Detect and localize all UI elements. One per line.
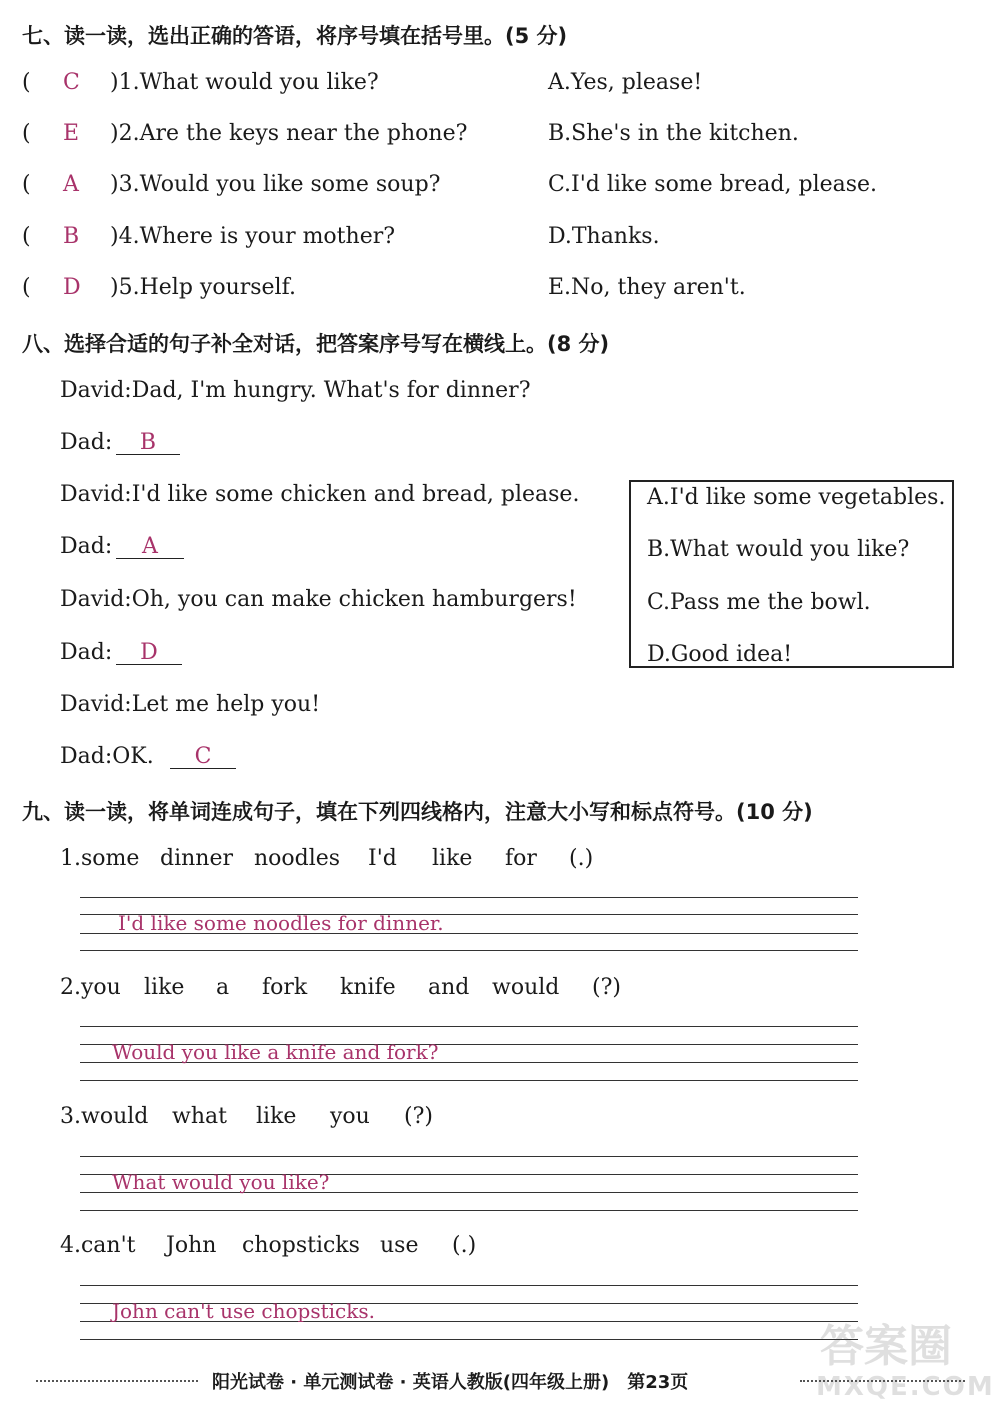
word: 1.some [60,846,140,871]
question-text: )5.Help yourself. [110,275,296,300]
word: for [505,846,537,871]
watermark-url: MXQE.COM [816,1372,995,1402]
word: I'd [368,846,397,871]
speaker-label: Dad: [60,640,113,665]
dialogue-line [60,430,112,455]
option-text: D.Thanks. [548,224,660,249]
word: fork [262,975,308,1000]
section7-title: 七、读一读，选出正确的答语，将序号填在括号里。(5 分) [22,24,568,48]
speaker-label: David: [60,587,132,612]
word: you [330,1104,370,1129]
answer-blank: B [116,430,180,455]
grid-line [80,950,858,951]
word: what [172,1104,227,1129]
word: John [166,1233,217,1258]
answer-blank: A [116,534,184,559]
word: noodles [254,846,341,871]
word: chopsticks [242,1233,360,1258]
word: use [380,1233,419,1258]
word: like [144,975,185,1000]
dialogue-text: I'd like some chicken and bread, please. [131,482,580,507]
answer-blank: D [116,640,182,665]
handwritten-answer: I'd like some noodles for dinner. [118,911,444,935]
answer-mark: B [63,224,80,249]
page-footer [0,1362,1000,1402]
word: 3.would [60,1104,149,1129]
answer-mark: E [63,121,80,146]
open-paren: ( [22,121,31,146]
options-box [629,480,954,668]
word: (.) [452,1233,477,1258]
option-item: A.I'd like some vegetables. [647,485,946,510]
option-text: C.I'd like some bread, please. [548,172,878,197]
word: (?) [404,1104,433,1129]
answer-mark: D [63,275,81,300]
option-text: B.She's in the kitchen. [548,121,799,146]
answer-blank: C [170,744,236,769]
handwritten-answer: John can't use chopsticks. [112,1299,375,1323]
speaker-label: Dad: [60,534,113,559]
grid-line [80,1210,858,1211]
open-paren: ( [22,275,31,300]
speaker-label: Dad: [60,430,113,455]
dialogue-line [60,744,154,769]
option-text: A.Yes, please! [548,70,703,95]
word: 2.you [60,975,121,1000]
speaker-label: David: [60,482,132,507]
open-paren: ( [22,172,31,197]
speaker-label: David: [60,692,132,717]
grid-line [80,897,858,898]
dialogue-line [60,534,112,559]
answer-mark: C [63,70,80,95]
word: and [428,975,470,1000]
watermark-text: 答案圈 [820,1321,952,1372]
word: (.) [569,846,594,871]
word: like [256,1104,297,1129]
word: like [432,846,473,871]
section9-title: 九、读一读，将单词连成句子，填在下列四线格内，注意大小写和标点符号。(10 分) [22,800,813,824]
option-item: D.Good idea! [647,642,793,667]
word: would [492,975,560,1000]
question-text: )3.Would you like some soup? [110,172,441,197]
word: a [216,975,230,1000]
option-text: E.No, they aren't. [548,275,746,300]
dialogue-line [60,692,320,717]
section8-title: 八、选择合适的句子补全对话，把答案序号写在横线上。(8 分) [22,332,610,356]
footer-divider [800,1380,965,1382]
word: 4.can't [60,1233,136,1258]
grid-line [80,1339,858,1340]
dialogue-text: OK. [112,744,154,769]
option-item: C.Pass me the bowl. [647,590,871,615]
speaker-label: David: [60,378,132,403]
footer-divider [36,1380,198,1382]
dialogue-line [60,378,531,403]
dialogue-line [60,640,112,665]
answer-mark: A [63,172,79,197]
grid-line [80,1080,858,1081]
word: knife [340,975,396,1000]
word: (?) [592,975,621,1000]
dialogue-text: Oh, you can make chicken hamburgers! [131,587,577,612]
dialogue-text: Dad, I'm hungry. What's for dinner? [131,378,531,403]
handwritten-answer: Would you like a knife and fork? [112,1040,439,1064]
grid-line [80,1156,858,1157]
word: dinner [160,846,233,871]
dialogue-text: Let me help you! [131,692,321,717]
question-text: )2.Are the keys near the phone? [110,121,468,146]
open-paren: ( [22,224,31,249]
question-text: )1.What would you like? [110,70,379,95]
footer-text: 阳光试卷 · 单元测试卷 · 英语人教版(四年级上册) 第23页 [212,1372,689,1393]
handwritten-answer: What would you like? [112,1170,330,1194]
speaker-label: Dad: [60,744,113,769]
grid-line [80,1026,858,1027]
option-item: B.What would you like? [647,537,910,562]
dialogue-line [60,587,577,612]
grid-line [80,1285,858,1286]
question-text: )4.Where is your mother? [110,224,396,249]
open-paren: ( [22,70,31,95]
dialogue-line [60,482,579,507]
